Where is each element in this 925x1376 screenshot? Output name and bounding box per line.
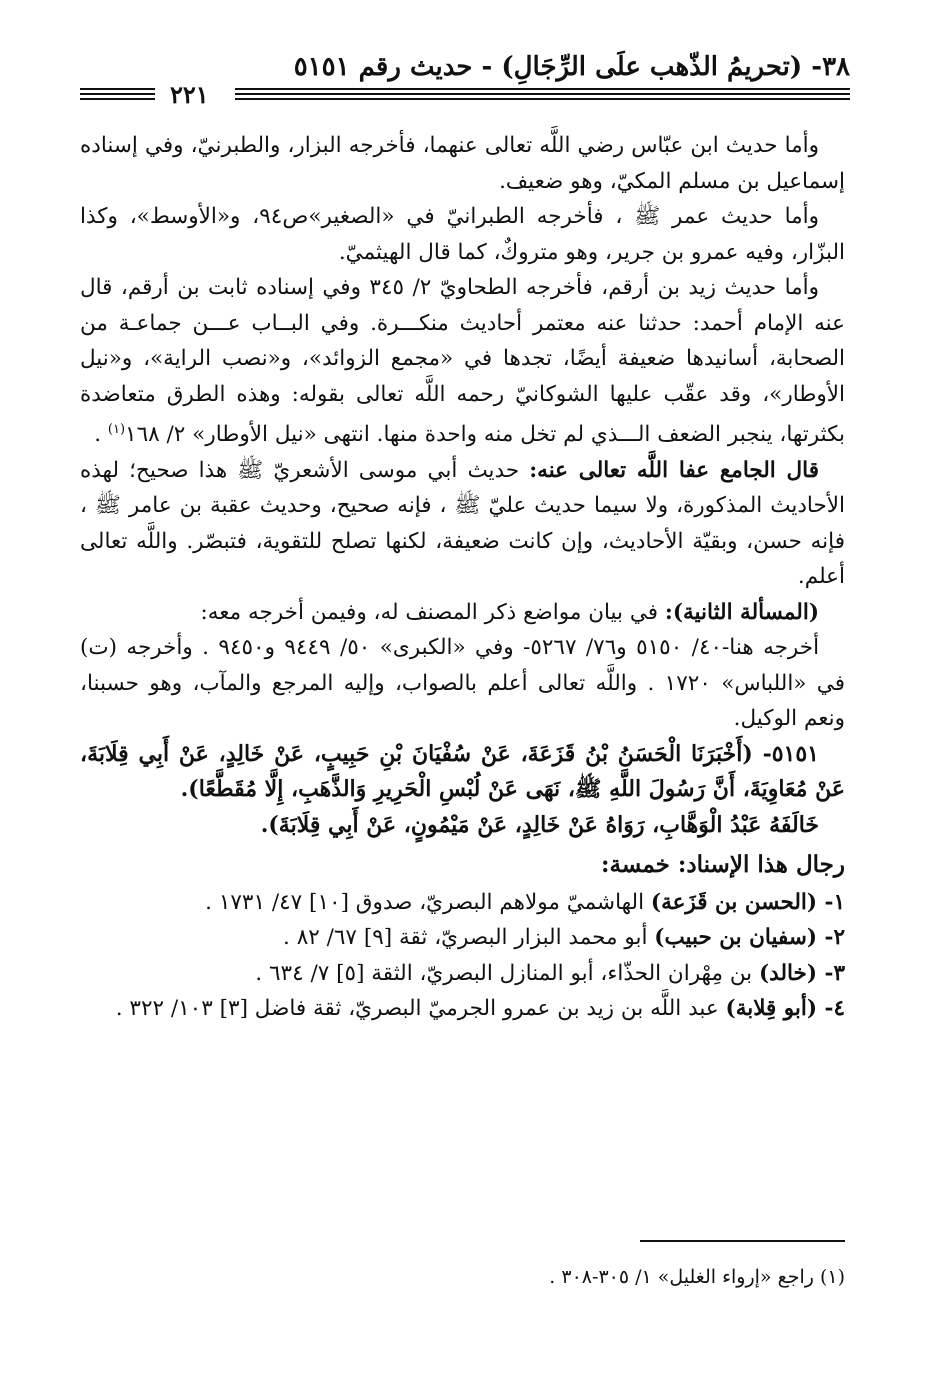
narrator-name: ١- (الحسن بن قَزَعة): [650, 889, 845, 915]
narrator-details: بن مِهْران الحذّاء، أبو المنازل البصريّ، الثقة [٥] ٧/ ٦٣٤ .: [255, 960, 759, 986]
page-header: [80, 52, 850, 109]
paragraph-takhrij: أخرجه هنا-٤٠/ ٥١٥٠ و٧٦/ ٥٢٦٧- وفي «الكبرى» ٥٠/ ٩٤٤٩ و٩٤٥٠ . وأخرجه (ت) في «اللباس» ١٧٢٠ . واللَّه تعالى أعلم بالصواب، وإليه المرجع والمآب، وهو حسبنا، ونعم الوكيل.: [80, 635, 845, 732]
paragraph-umar: وأما حديث عمر ﷺ ، فأخرجه الطبرانيّ في «الصغير»ص٩٤، و«الأوسط»، وكذا البزّار، وفيه عمرو بن جرير، وهو متروكٌ، كما قال الهيثميّ.: [80, 204, 845, 265]
narrator-name: ٢- (سفيان بن حبيب): [654, 925, 845, 951]
paragraph-zaid: [80, 270, 845, 453]
narrator-details: عبد اللَّه بن زيد بن عمرو الجرميّ البصريّ، ثقة فاضل [٣] ١٠٣/ ٣٢٢ .: [115, 996, 726, 1022]
narrator-details: أبو محمد البزار البصريّ، ثقة [٩] ٦٧/ ٨٢ .: [283, 925, 655, 951]
narrator-item: [80, 991, 845, 1027]
compiler-label: قال الجامع عفا اللَّه تعالى عنه:: [529, 457, 819, 483]
paragraph-compiler-note: [80, 453, 845, 595]
paragraph-second-issue: [80, 595, 845, 631]
paragraph-zaid-text: وأما حديث زيد بن أرقم، فأخرجه الطحاويّ ٢/ ٣٤٥ وفي إسناده ثابت بن أرقم، قال عنه الإمام أحمد: حدثنا عنه معتمر أحاديث منكـــرة. وفي البــاب عـــن جماعـة من الصحابة، أسانيدها ضعيفة أيضًا، تجدها في «مجمع الزوائد»، و«نصب الراية»، و«نيل الأوطار»، وقد عقّب عليها الشوكانيّ رحمه اللَّه تعالى بقوله: وهذه الطرق متعاضدة بكثرتها، ينجبر الضعف الـــذي لم تخل منه واحدة منها. انتهى «نيل الأوطار» ٢/ ١٦٨: [80, 275, 845, 448]
running-title: ٣٨- (تحريمُ الذّهب علَى الرِّجَالِ) - حديث رقم ٥١٥١: [293, 52, 850, 82]
compiler-note-text: حديث أبي موسى الأشعريّ ﷺ هذا صحيح؛ لهذه الأحاديث المذكورة، ولا سيما حديث عليّ ﷺ ، فإنه صحيح، وحديث عقبة بن عامر ﷺ ، فإنه حسن، وبقيّة الأحاديث، وإن كانت ضعيفة، لكنها تصلح للتقوية، فتبصّر. واللَّه تعالى أعلم.: [80, 457, 845, 590]
paragraph-zaid-end: .: [94, 422, 108, 448]
narrator-item: [80, 956, 845, 992]
narrator-details: الهاشميّ مولاهم البصريّ، صدوق [١٠] ٤٧/ ١٧٣١ .: [205, 889, 651, 915]
second-issue-label: (المسألة الثانية):: [664, 599, 819, 625]
narrator-item: [80, 920, 845, 956]
narrator-name: ٤- (أبو قِلابة): [725, 996, 845, 1022]
footnote-reference[interactable]: (١): [107, 422, 126, 437]
footnote: (١) راجع «إرواء الغليل» ١/ ٣٠٥-٣٠٨ .: [549, 1266, 845, 1288]
narrator-name: ٣- (خالد): [759, 960, 845, 986]
main-text: [80, 128, 845, 1027]
hadith-variant: خَالَفَهُ عَبْدُ الْوَهَّابِ، رَوَاهُ عَنْ خَالِدٍ، عَنْ مَيْمُونٍ، عَنْ أَبِي قِلَابَةَ).: [260, 811, 819, 838]
second-issue-text: في بيان مواضع ذكر المصنف له، وفيمن أخرجه معه:: [200, 599, 665, 625]
hadith-text: ٥١٥١- (أَخْبَرَنَا الْحَسَنُ بْنُ قَزَعَةَ، عَنْ سُفْيَانَ بْنِ حَبِيبٍ، عَنْ خَالِدٍ، عَنْ أَبِي قِلَابَةَ، عَنْ مُعَاوِيَةَ، أَنَّ رَسُولَ اللَّهِ ﷺ، نَهَى عَنْ لُبْسِ الْحَرِيرِ وَالذَّهَبِ، إِلَّا مُقَطَّعًا).: [80, 740, 845, 803]
footnote-separator: [640, 1240, 845, 1242]
section-heading: رجال هذا الإسناد: خمسة:: [601, 851, 845, 879]
paragraph-ibn-abbas: وأما حديث ابن عبّاس رضي اللَّه تعالى عنهما، فأخرجه البزار، والطبرنيّ، وفي إسناده إسماعيل بن مسلم المكيّ، وهو ضعيف.: [80, 133, 845, 194]
header-rule-left: [80, 88, 155, 90]
header-rule-right: [235, 88, 850, 90]
page-number: ٢٢١: [170, 80, 209, 109]
narrator-item: [80, 885, 845, 921]
